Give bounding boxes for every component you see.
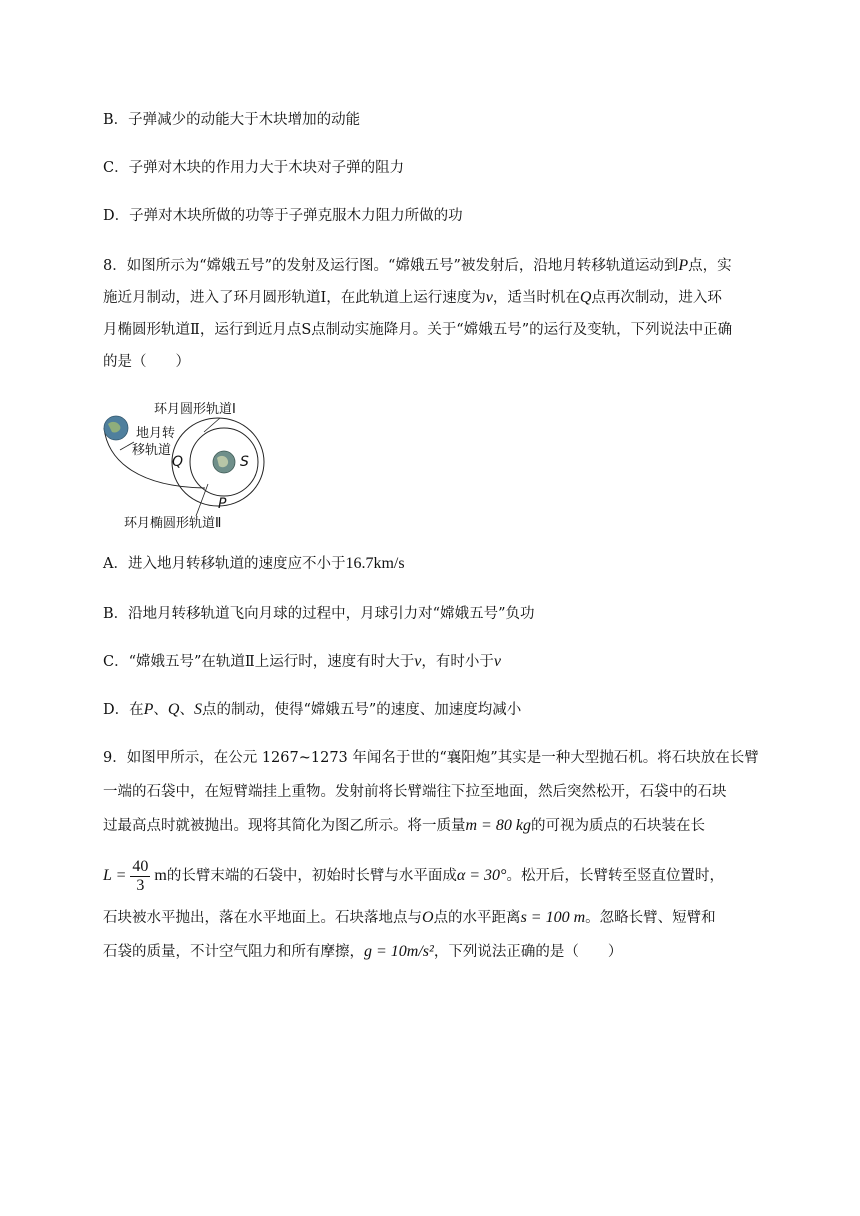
q8-text: 8．如图所示为“嫦娥五号”的发射及运行图。“嫦娥五号”被发射后，沿地月转移轨道运动到 bbox=[103, 258, 679, 274]
q9-text: 石袋的质量，不计空气阻力和所有摩擦， bbox=[103, 944, 364, 960]
question-9-line-1: 9．如图甲所示，在公元 1267~1273 年闻名于世的“襄阳炮”其实是一种大型抛石机。将石块放在长臂 bbox=[103, 750, 759, 766]
option-7b: B．子弹减少的动能大于木块增加的动能 bbox=[103, 112, 361, 128]
q9-point-o: O bbox=[422, 909, 434, 926]
circular-orbit-label: 环月圆形轨道Ⅰ bbox=[154, 402, 236, 417]
transfer-orbit-label-1: 地月转 bbox=[136, 426, 176, 441]
q8-text: 点再次制动，进入环 bbox=[591, 290, 722, 306]
question-9-line-6 bbox=[103, 942, 622, 962]
q8-var-v: v bbox=[485, 289, 493, 306]
q9-length-unit: m bbox=[154, 867, 167, 884]
question-8-line-1 bbox=[103, 256, 732, 276]
q9-length-fraction bbox=[130, 858, 150, 895]
question-9-line-4 bbox=[103, 856, 724, 896]
question-9-line-2: 一端的石袋中，在短臂端挂上重物。发射前将长臂端往下拉至地面，然后突然松开，石袋中的石块 bbox=[103, 784, 727, 800]
q8d-var-p: P bbox=[143, 701, 154, 718]
q8c-var-v: v bbox=[493, 653, 501, 670]
q9-length-symbol: L = bbox=[103, 867, 127, 884]
question-9-line-5 bbox=[103, 908, 716, 928]
q8d-sep: 、 bbox=[179, 702, 194, 718]
q9-mass: m = 80 kg bbox=[465, 817, 531, 834]
q8-var-p: P bbox=[678, 257, 689, 274]
q8d-text: D．在 bbox=[103, 702, 144, 718]
option-8c bbox=[103, 652, 501, 672]
q9-text: 。忽略长臂、短臂和 bbox=[585, 910, 716, 926]
point-q-label: Q bbox=[172, 454, 184, 470]
question-8-line-2 bbox=[103, 288, 722, 308]
q8d-var-s: S bbox=[193, 701, 202, 718]
fraction-denominator: 3 bbox=[136, 876, 145, 894]
q8d-sep: 、 bbox=[153, 702, 168, 718]
question-8-line-3: 月椭圆形轨道Ⅱ，运行到近月点S点制动实施降月。关于“嫦娥五号”的运行及变轨，下列说法中正确 bbox=[103, 322, 733, 338]
option-8b: B．沿地月转移轨道飞向月球的过程中，月球引力对“嫦娥五号”负功 bbox=[103, 606, 535, 622]
point-s-label: S bbox=[240, 454, 249, 470]
option-7c: C．子弹对木块的作用力大于木块对子弹的阻力 bbox=[103, 160, 405, 176]
elliptical-orbit-label: 环月椭圆形轨道Ⅱ bbox=[124, 516, 222, 531]
q9-text: 的可视为质点的石块装在长 bbox=[530, 818, 705, 834]
q9-text: ，下列说法正确的是（ ） bbox=[433, 944, 623, 960]
q8-text: 点，实 bbox=[688, 258, 732, 274]
q8a-value: 16.7km/s bbox=[345, 555, 405, 572]
q8-var-q: Q bbox=[579, 289, 592, 306]
question-8-line-4: 的是（ ） bbox=[103, 354, 190, 370]
q8-text: 施近月制动，进入了环月圆形轨道Ⅰ，在此轨道上运行速度为 bbox=[103, 290, 486, 306]
point-p-label: P bbox=[218, 496, 227, 512]
q8-text: ，适当时机在 bbox=[492, 290, 580, 306]
q8c-var-v: v bbox=[414, 653, 422, 670]
q9-text: 的长臂末端的石袋中，初始时长臂与水平面成 bbox=[166, 868, 457, 884]
q8d-text: 点的制动，使得“嫦娥五号”的速度、加速度均减小 bbox=[201, 702, 522, 718]
option-7d: D．子弹对木块所做的功等于子弹克服木力阻力所做的功 bbox=[103, 208, 463, 224]
q9-text: 。松开后，长臂转至竖直位置时， bbox=[506, 868, 724, 884]
question-9-line-3 bbox=[103, 816, 705, 836]
option-8a bbox=[103, 554, 405, 574]
orbit-figure bbox=[100, 392, 270, 532]
q8c-text: ，有时小于 bbox=[421, 654, 494, 670]
transfer-orbit-label-2: 移轨道 bbox=[132, 443, 172, 458]
q8c-text: C．“嫦娥五号”在轨道Ⅱ上运行时，速度有时大于 bbox=[103, 654, 415, 670]
q9-gravity: g = 10m/s² bbox=[364, 943, 434, 960]
q9-distance: s = 100 m bbox=[520, 909, 586, 926]
q8a-text: A．进入地月转移轨道的速度应不小于 bbox=[103, 556, 346, 572]
fraction-numerator: 40 bbox=[132, 857, 149, 875]
q9-text: 点的水平距离 bbox=[433, 910, 521, 926]
q9-text: 过最高点时就被抛出。现将其简化为图乙所示。将一质量 bbox=[103, 818, 466, 834]
q9-text: 石块被水平抛出，落在水平地面上。石块落地点与 bbox=[103, 910, 422, 926]
q9-angle: α = 30° bbox=[456, 867, 507, 884]
q8d-var-q: Q bbox=[167, 701, 180, 718]
option-8d bbox=[103, 700, 521, 720]
